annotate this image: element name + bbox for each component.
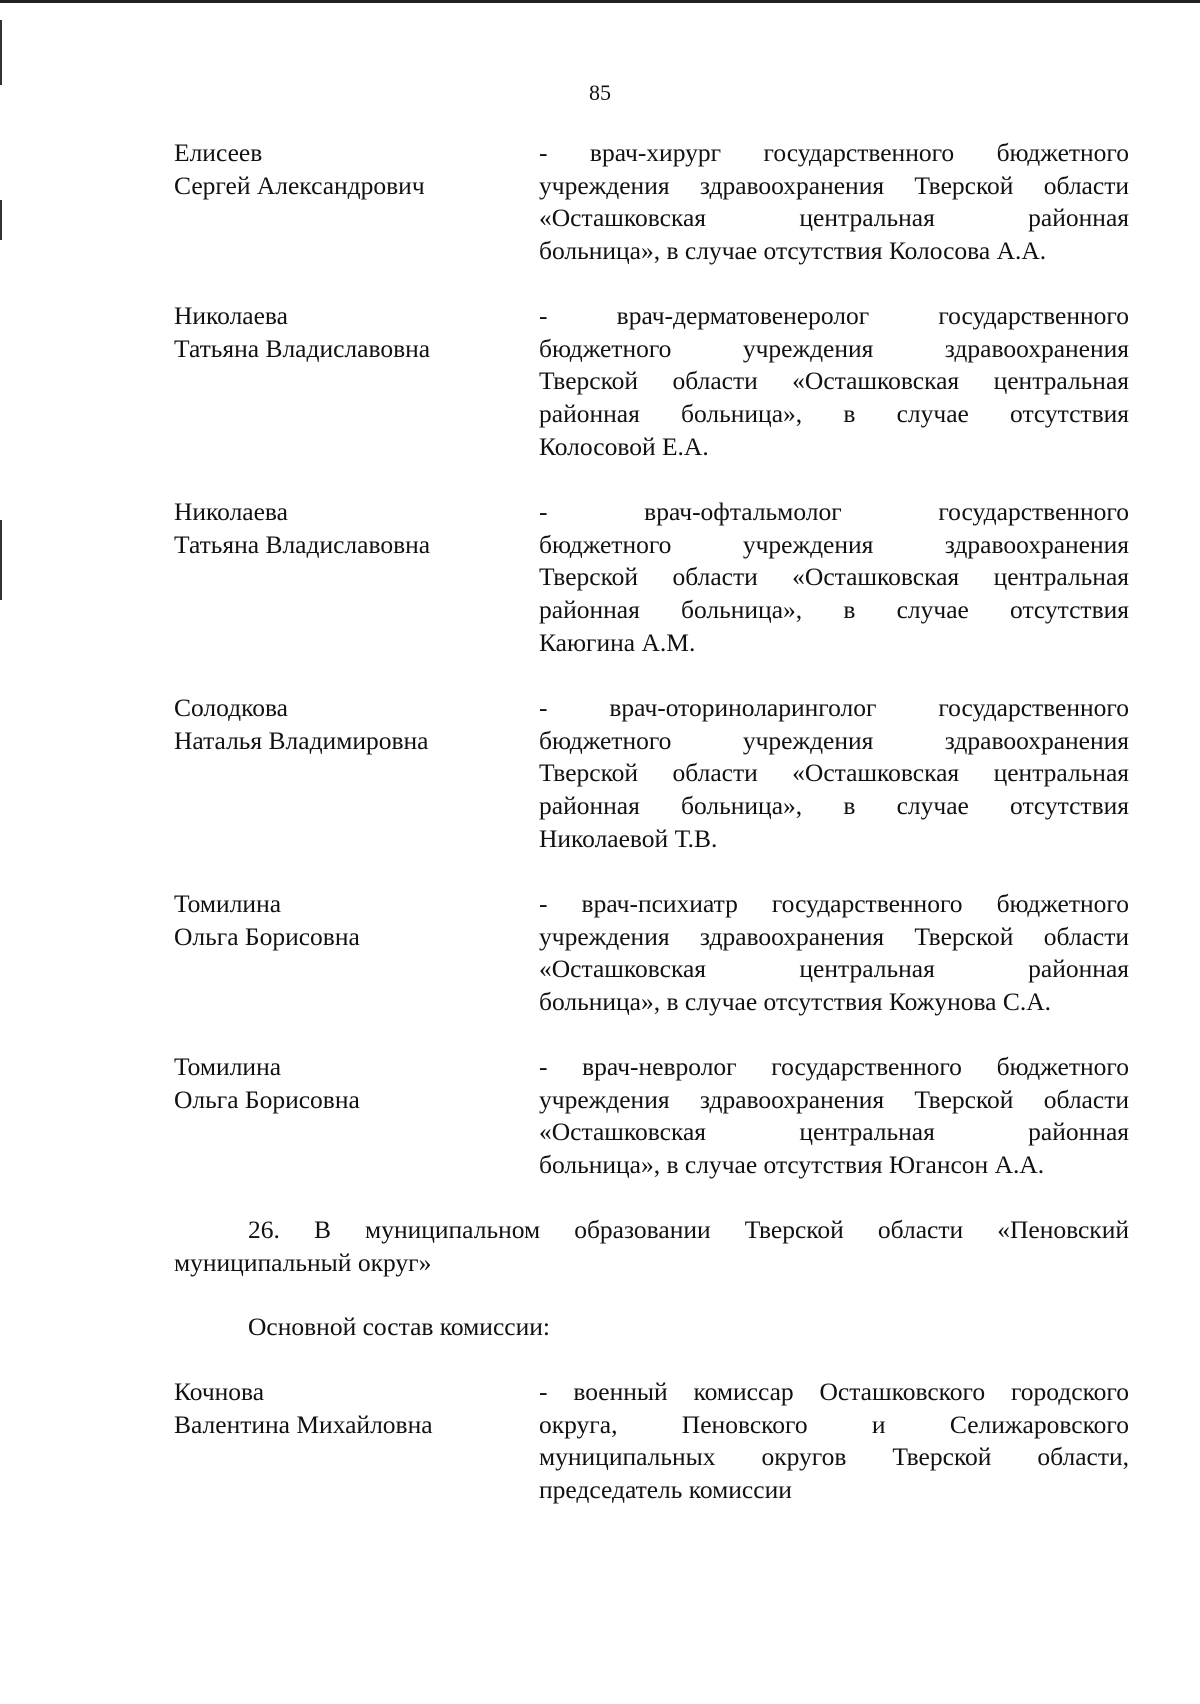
member-given-name: Наталья Владимировна (174, 725, 429, 755)
member-surname: Кочнова (174, 1377, 265, 1406)
role-line: учреждения здравоохранения Тверской области (539, 921, 1129, 951)
member-role (539, 496, 1129, 660)
member-surname: Томилина (174, 1052, 282, 1081)
role-line: - врач-хирург государственного бюджетного (539, 138, 1129, 167)
member-surname: Николаева (174, 301, 288, 330)
role-line: районная больница», в случае отсутствия (539, 399, 1129, 429)
page-number: 85 (589, 80, 611, 105)
member-given-name: Татьяна Владиславовна (174, 529, 431, 559)
role-line: - врач-офтальмолог государственного (539, 497, 1129, 526)
scan-margin-mark (0, 20, 2, 85)
member-surname: Солодкова (174, 693, 289, 722)
role-line: Николаевой Т.В. (539, 823, 718, 853)
role-line: бюджетного учреждения здравоохранения (539, 529, 1129, 559)
section-heading-line: 26. В муниципальном образовании Тверской области «Пеновский (248, 1215, 1129, 1244)
member-name (174, 1376, 514, 1441)
role-line: председатель комиссии (539, 1475, 792, 1505)
scan-margin-mark (0, 520, 2, 600)
role-line: больница», в случае отсутствия Югансон А.А. (539, 1150, 1045, 1180)
member-role (539, 888, 1129, 1019)
member-given-name: Сергей Александрович (174, 170, 425, 200)
role-line: учреждения здравоохранения Тверской области (539, 1084, 1129, 1114)
member-name (174, 692, 514, 757)
member-given-name: Ольга Борисовна (174, 1084, 360, 1114)
member-role (539, 300, 1129, 464)
role-line: Каюгина А.М. (539, 627, 696, 657)
role-line: Тверской области «Осташковская центральная (539, 562, 1129, 592)
member-surname: Николаева (174, 497, 288, 526)
scan-margin-mark (0, 200, 2, 240)
member-role (539, 137, 1129, 268)
scan-border-line (0, 0, 1200, 3)
role-line: округа, Пеновского и Селижаровского (539, 1409, 1129, 1439)
role-line: - врач-психиатр государственного бюджетного (539, 889, 1129, 918)
member-surname: Елисеев (174, 138, 263, 167)
role-line: - военный комиссар Осташковского городского (539, 1377, 1129, 1406)
member-role (539, 1051, 1129, 1182)
role-line: бюджетного учреждения здравоохранения (539, 725, 1129, 755)
role-line: больница», в случае отсутствия Кожунова С.А. (539, 987, 1052, 1017)
role-line: - врач-оториноларинголог государственного (539, 693, 1129, 722)
member-role (539, 1376, 1129, 1507)
member-role (539, 692, 1129, 856)
member-name (174, 137, 514, 202)
role-line: муниципальных округов Тверской области, (539, 1442, 1129, 1472)
member-given-name: Ольга Борисовна (174, 921, 360, 951)
member-given-name: Татьяна Владиславовна (174, 333, 431, 363)
role-line: районная больница», в случае отсутствия (539, 791, 1129, 821)
role-line: больница», в случае отсутствия Колосова А.А. (539, 236, 1047, 266)
composition-subheading: Основной состав комиссии: (248, 1312, 550, 1341)
member-name (174, 496, 514, 561)
role-line: «Осташковская центральная районная (539, 954, 1129, 984)
role-line: - врач-дерматовенеролог государственного (539, 301, 1129, 330)
role-line: Тверской области «Осташковская центральная (539, 366, 1129, 396)
member-name (174, 888, 514, 953)
member-given-name: Валентина Михайловна (174, 1409, 433, 1439)
member-name (174, 300, 514, 365)
role-line: «Осташковская центральная районная (539, 203, 1129, 233)
role-line: учреждения здравоохранения Тверской области (539, 170, 1129, 200)
role-line: «Осташковская центральная районная (539, 1117, 1129, 1147)
role-line: районная больница», в случае отсутствия (539, 595, 1129, 625)
role-line: Колосовой Е.А. (539, 431, 709, 461)
role-line: бюджетного учреждения здравоохранения (539, 333, 1129, 363)
section-heading-line: муниципальный округ» (174, 1247, 432, 1277)
member-surname: Томилина (174, 889, 282, 918)
role-line: - врач-невролог государственного бюджетного (539, 1052, 1129, 1081)
member-name (174, 1051, 514, 1116)
section-paragraph (174, 1214, 1129, 1279)
role-line: Тверской области «Осташковская центральная (539, 758, 1129, 788)
